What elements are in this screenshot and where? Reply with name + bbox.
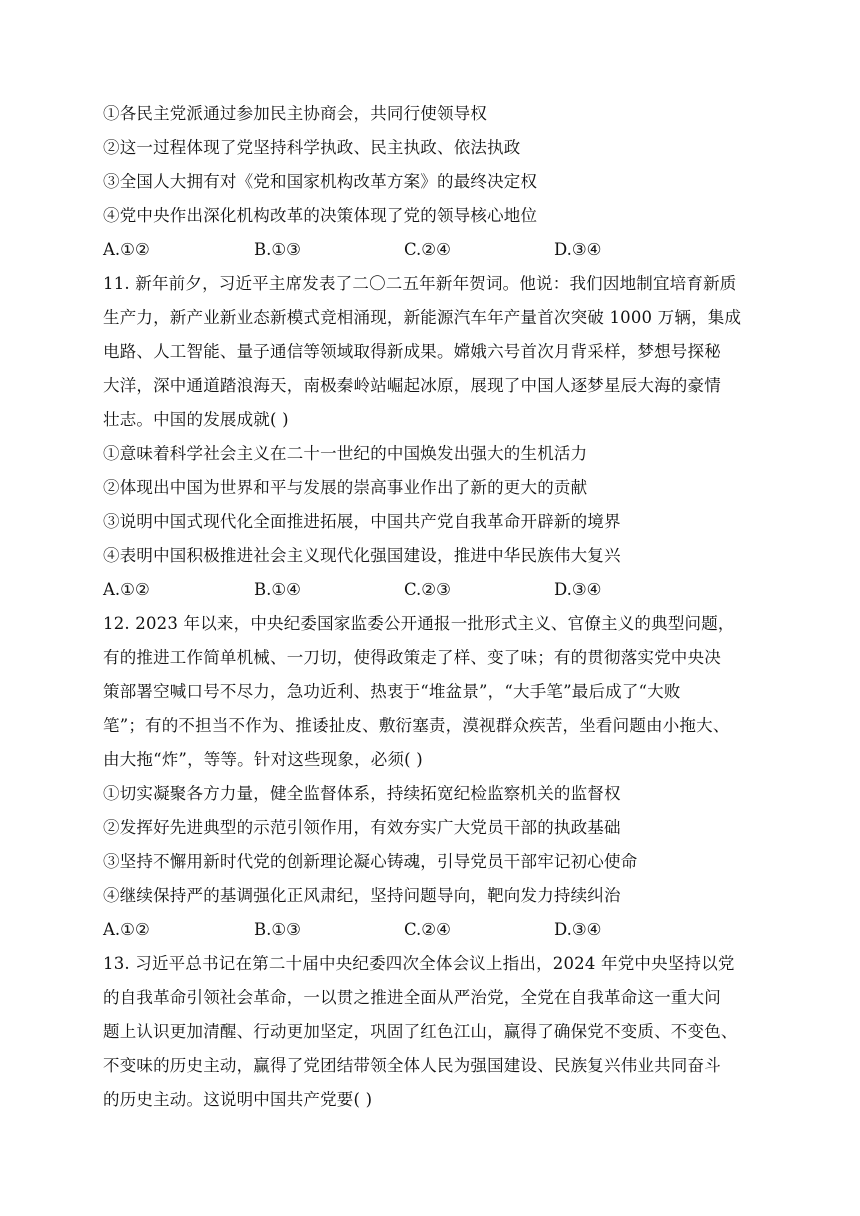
- q10-statement-4: ④党中央作出深化机构改革的决策体现了党的领导核心地位: [103, 206, 538, 225]
- q11-statement-2: ②体现出中国为世界和平与发展的崇高事业作出了新的更大的贡献: [103, 478, 588, 497]
- q11-statement-4: ④表明中国积极推进社会主义现代化强国建设，推进中华民族伟大复兴: [103, 546, 621, 565]
- q10-option-c: C.②④: [404, 240, 451, 259]
- q10-option-a: A.①②: [103, 240, 150, 259]
- q13-stem-line-4: 不变味的历史主动，赢得了党团结带领全体人民为强国建设、民族复兴伟业共同奋斗: [103, 1056, 721, 1075]
- q12-option-c: C.②④: [404, 920, 451, 939]
- q11-option-d: D.③④: [554, 580, 602, 599]
- q11-stem-line-2: 生产力，新产业新业态新模式竞相涌现，新能源汽车年产量首次突破 1000 万辆，集成: [103, 308, 742, 327]
- q11-stem-line-4: 大洋，深中通道踏浪海天，南极秦岭站崛起冰原，展现了中国人逐梦星辰大海的豪情: [103, 376, 721, 395]
- q12-stem-line-5: 由大拖“炸”，等等。针对这些现象，必须( ): [103, 750, 423, 769]
- q11-option-c: C.②③: [404, 580, 451, 599]
- q10-statement-3: ③全国人大拥有对《党和国家机构改革方案》的最终决定权: [103, 172, 538, 191]
- q10-statement-2: ②这一过程体现了党坚持科学执政、民主执政、依法执政: [103, 138, 521, 157]
- q11-stem-line-3: 电路、人工智能、量子通信等领域取得新成果。嫦娥六号首次月背采样，梦想号探秘: [103, 342, 721, 361]
- q11-stem-line-1: 11. 新年前夕，习近平主席发表了二〇二五年新年贺词。他说：我们因地制宜培育新质: [103, 274, 737, 293]
- q13-stem-line-3: 题上认识更加清醒、行动更加坚定，巩固了红色江山，赢得了确保党不变质、不变色、: [103, 1022, 738, 1041]
- q13-stem-line-1: 13. 习近平总书记在第二十届中央纪委四次全体会议上指出，2024 年党中央坚持以党: [103, 954, 735, 973]
- q12-option-b: B.①③: [254, 920, 301, 939]
- q13-stem-line-2: 的自我革命引领社会革命，一以贯之推进全面从严治党，全党在自我革命这一重大问: [103, 988, 721, 1007]
- q10-statement-1: ①各民主党派通过参加民主协商会，共同行使领导权: [103, 104, 488, 123]
- q10-option-d: D.③④: [554, 240, 602, 259]
- q11-option-b: B.①④: [254, 580, 301, 599]
- q12-stem-line-4: 笔”；有的不担当不作为、推诿扯皮、敷衍塞责，漠视群众疾苦，坐看问题由小拖大、: [103, 716, 730, 735]
- q12-option-d: D.③④: [554, 920, 602, 939]
- q13-stem-line-5: 的历史主动。这说明中国共产党要( ): [103, 1090, 373, 1109]
- q11-stem-line-5: 壮志。中国的发展成就( ): [103, 410, 289, 429]
- q11-option-a: A.①②: [103, 580, 150, 599]
- q11-statement-3: ③说明中国式现代化全面推进拓展，中国共产党自我革命开辟新的境界: [103, 512, 621, 531]
- q11-statement-1: ①意味着科学社会主义在二十一世纪的中国焕发出强大的生机活力: [103, 444, 588, 463]
- q12-statement-1: ①切实凝聚各方力量，健全监督体系，持续拓宽纪检监察机关的监督权: [103, 784, 621, 803]
- q12-option-a: A.①②: [103, 920, 150, 939]
- q10-option-b: B.①③: [254, 240, 301, 259]
- q12-stem-line-3: 策部署空喊口号不尽力，急功近利、热衷于“堆盆景”，“大手笔”最后成了“大败: [103, 682, 681, 701]
- q12-stem-line-2: 有的推进工作简单机械、一刀切，使得政策走了样、变了味；有的贯彻落实党中央决: [103, 648, 721, 667]
- q12-stem-line-1: 12. 2023 年以来，中央纪委国家监委公开通报一批形式主义、官僚主义的典型问题，: [103, 614, 735, 633]
- q12-statement-3: ③坚持不懈用新时代党的创新理论凝心铸魂，引导党员干部牢记初心使命: [103, 852, 638, 871]
- q12-statement-4: ④继续保持严的基调强化正风肃纪，坚持问题导向，靶向发力持续纠治: [103, 886, 621, 905]
- q12-statement-2: ②发挥好先进典型的示范引领作用，有效夯实广大党员干部的执政基础: [103, 818, 621, 837]
